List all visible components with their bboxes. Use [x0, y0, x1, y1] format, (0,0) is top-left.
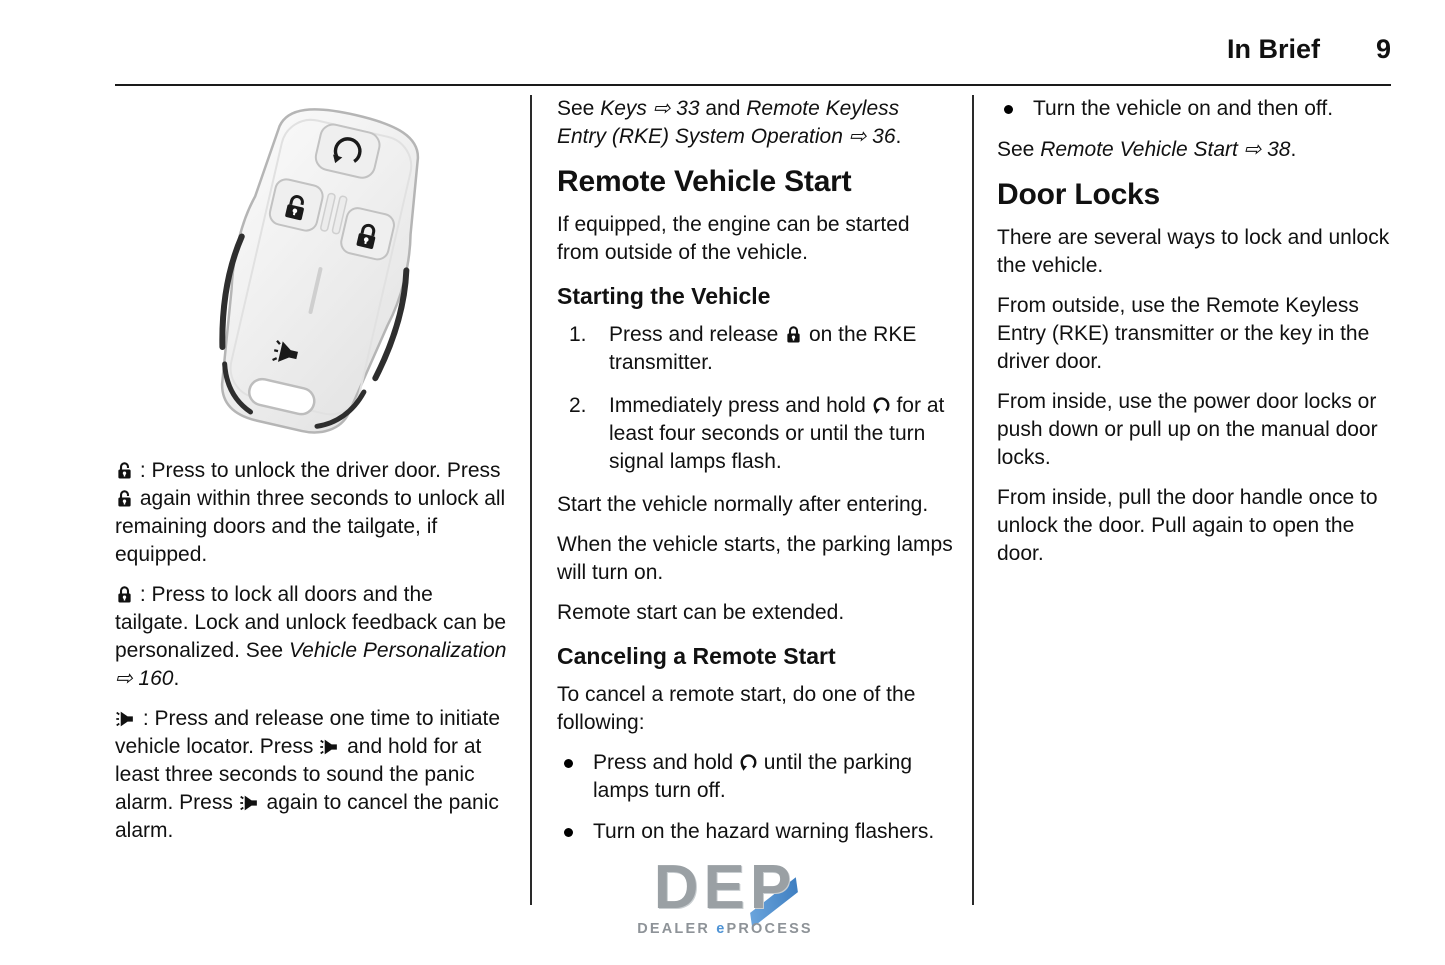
header-rule — [115, 84, 1391, 86]
start-normally-paragraph: Start the vehicle normally after entering. — [557, 493, 929, 516]
step-number: 1. — [569, 323, 587, 346]
cancel-bullet-2 — [557, 818, 953, 846]
bullet-dot — [564, 759, 573, 768]
page-number: 9 — [1375, 34, 1391, 64]
watermark-logo-text: DEP — [653, 853, 797, 922]
column-divider-2 — [972, 95, 974, 905]
bullet-text: Press and hold until the parking lamps turn off. — [593, 751, 913, 802]
door-locks-paragraph-3: From inside, use the power door locks or push down or pull up on the manual door locks. — [997, 390, 1378, 469]
step-text: Press and release on the RKE transmitter. — [609, 323, 917, 374]
step-number: 2. — [569, 394, 587, 417]
cancel-bullet-3 — [997, 95, 1392, 123]
panic-instructions: : Press and release one time to initiate vehicle locator. Press and hold for at least three seconds to sound the panic alarm. Press again to cancel the panic alarm. — [115, 707, 501, 842]
cross-reference-remote-vehicle-start: Remote Vehicle Start ⇨ 38 — [1040, 138, 1291, 161]
column-divider-1 — [530, 95, 532, 905]
bullet-text: Turn on the hazard warning flashers. — [593, 820, 935, 843]
column-right — [997, 95, 1392, 580]
lock-instructions: : Press to lock all doors and the tailgate. Lock and unlock feedback can be personalized. See Vehicle Personalization ⇨ 160. — [115, 583, 507, 690]
horn-icon — [115, 709, 137, 728]
watermark-subtext: DEALER ePROCESS — [637, 921, 813, 937]
unlock-icon — [115, 489, 134, 508]
horn-icon — [239, 793, 261, 812]
key-fob-illustration — [115, 97, 507, 449]
remote-start-icon — [872, 396, 891, 415]
column-middle — [557, 95, 953, 859]
unlock-icon — [115, 461, 134, 480]
remote-start-icon — [739, 753, 758, 772]
cross-reference-keys: Keys ⇨ 33 — [600, 97, 700, 120]
extend-paragraph: Remote start can be extended. — [557, 601, 845, 624]
subheading-canceling-remote-start: Canceling a Remote Start — [557, 643, 836, 669]
cross-reference-vehicle-personalization: Vehicle Personalization ⇨ 160 — [115, 639, 507, 690]
page-header — [115, 34, 1391, 65]
bullet-dot — [1004, 105, 1013, 114]
remote-start-intro: If equipped, the engine can be started from outside of the vehicle. — [557, 213, 910, 264]
column-left — [115, 95, 507, 857]
heading-remote-vehicle-start: Remote Vehicle Start — [557, 165, 852, 198]
dealer-eprocess-watermark — [603, 850, 847, 943]
unlock-instructions: : Press to unlock the driver door. Press again within three seconds to unlock all remaining doors and the tailgate, if equipped. — [115, 459, 506, 566]
cancel-bullet-1 — [557, 749, 953, 805]
numbered-step-2 — [557, 392, 953, 476]
heading-door-locks: Door Locks — [997, 178, 1161, 211]
cross-reference-rke-operation: Remote Keyless Entry (RKE) System Operation ⇨ 36 — [557, 97, 900, 148]
subheading-starting-the-vehicle: Starting the Vehicle — [557, 283, 771, 309]
numbered-step-1 — [557, 321, 953, 377]
watermark-e: e — [716, 921, 727, 937]
door-locks-paragraph-2: From outside, use the Remote Keyless Entry (RKE) transmitter or the key in the driver door. — [997, 294, 1370, 373]
parking-lamps-paragraph: When the vehicle starts, the parking lamps will turn on. — [557, 533, 953, 584]
cancel-intro-paragraph: To cancel a remote start, do one of the following: — [557, 683, 916, 734]
horn-icon — [319, 737, 341, 756]
lock-icon — [784, 325, 803, 344]
see-reference-remote-vehicle-start: See Remote Vehicle Start ⇨ 38. — [997, 138, 1297, 161]
fob-lock-button — [339, 206, 396, 262]
door-locks-paragraph-4: From inside, pull the door handle once to unlock the door. Pull again to open the door. — [997, 486, 1378, 565]
bullet-dot — [564, 828, 573, 837]
see-references: See Keys ⇨ 33 and Remote Keyless Entry (RKE) System Operation ⇨ 36. — [557, 97, 902, 148]
step-text: Immediately press and hold for at least four seconds or until the turn signal lamps flash. — [609, 394, 945, 473]
fob-unlock-button — [268, 177, 325, 233]
door-locks-paragraph-1: There are several ways to lock and unlock the vehicle. — [997, 226, 1390, 277]
lock-icon — [115, 585, 134, 604]
bullet-text: Turn the vehicle on and then off. — [1033, 97, 1334, 120]
section-title: In Brief — [1226, 34, 1320, 64]
